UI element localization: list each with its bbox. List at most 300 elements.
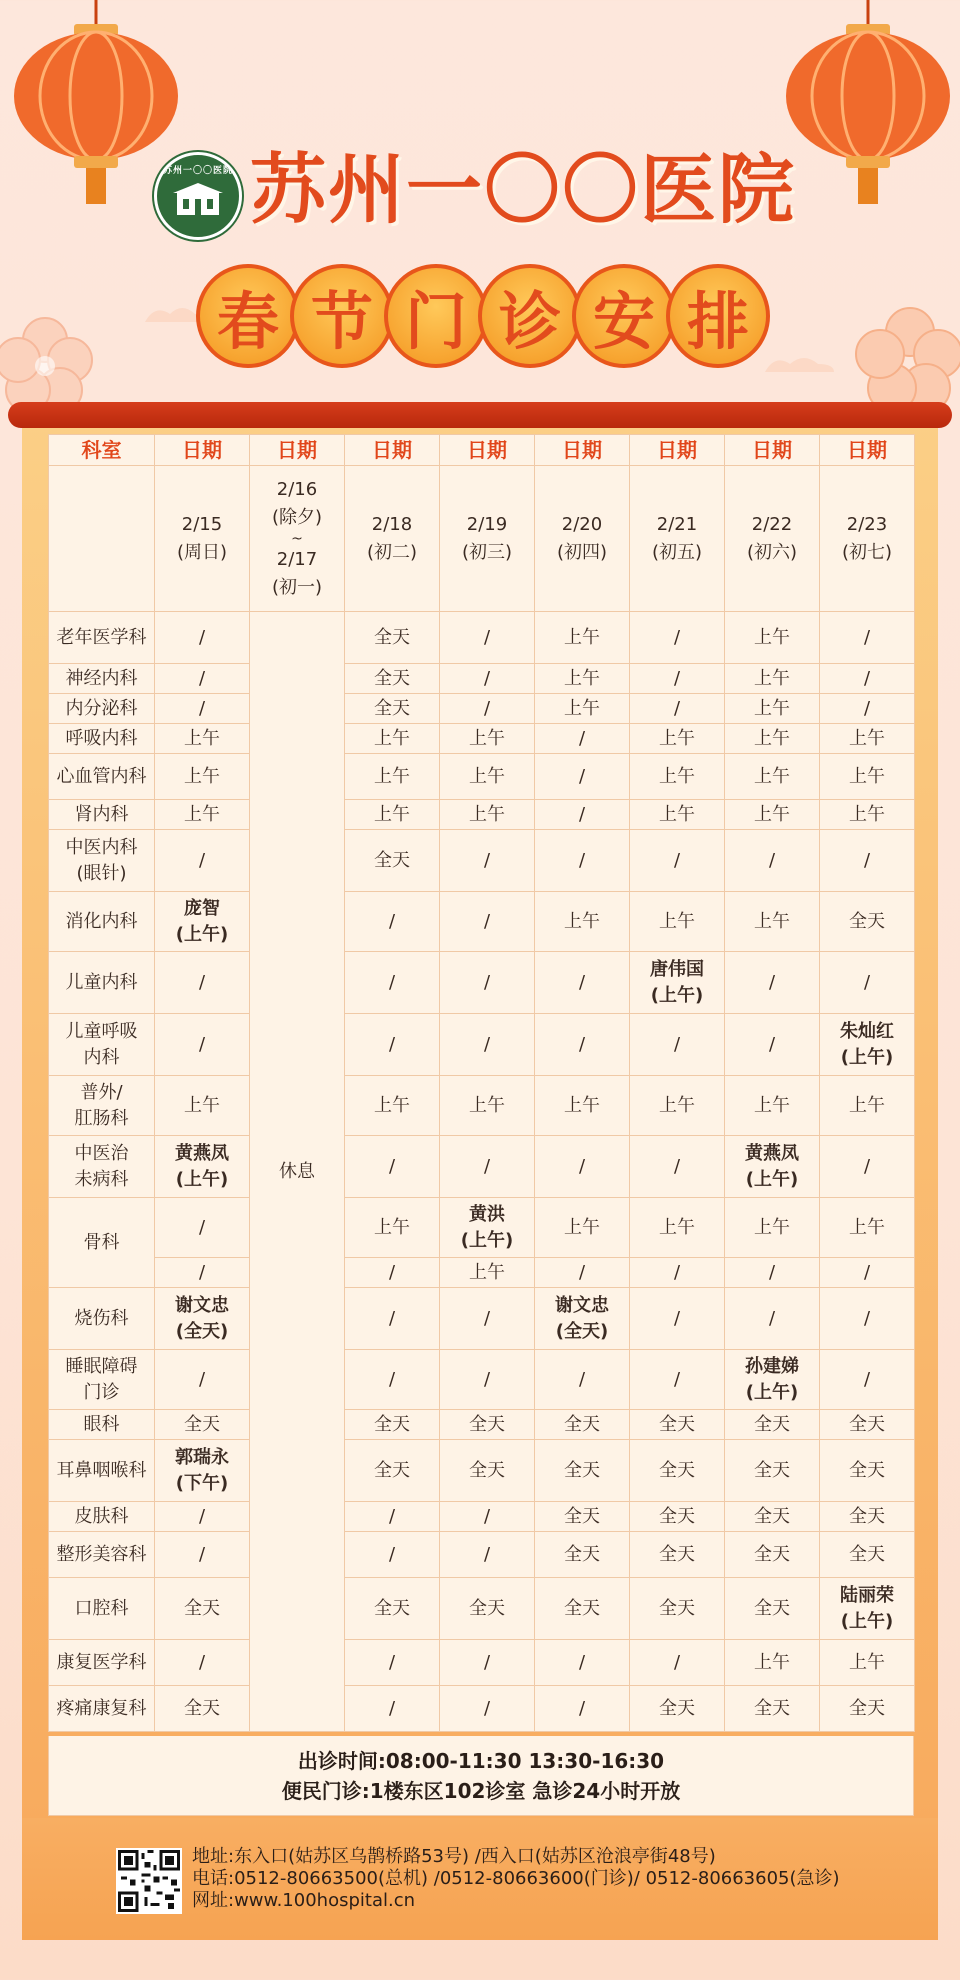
schedule-cell: 全天 [345,694,440,724]
schedule-cell: 上午 [820,754,915,800]
schedule-cell: / [820,1350,915,1410]
footer-website[interactable]: 网址:www.100hospital.cn [192,1890,415,1911]
schedule-cell: / [535,1350,630,1410]
dept-cell [49,1350,155,1410]
schedule-cell: / [820,1288,915,1350]
schedule-cell: / [440,1686,535,1732]
schedule-cell: / [725,1258,820,1288]
schedule-cell: 全天 [630,1410,725,1440]
schedule-cell: 上午 [155,724,250,754]
schedule-cell: 全天 [440,1410,535,1440]
schedule-cell: 全天 [820,892,915,952]
dept-name: 普外/ [80,1081,123,1103]
schedule-cell: / [155,1532,250,1578]
doctor-line: (上午) [175,1168,229,1190]
dept-name: 未病科 [74,1168,129,1190]
table-row [49,1198,915,1258]
schedule-cell: 全天 [725,1502,820,1532]
dept-name: 皮肤科 [74,1505,129,1527]
schedule-cell: / [630,694,725,724]
doctor-line: (上午) [460,1229,514,1251]
doctor-line: (全天) [175,1320,229,1342]
schedule-cell [440,1198,535,1258]
schedule-cell: / [440,612,535,664]
schedule-cell: 全天 [440,1440,535,1502]
dept-name: 中医治 [74,1142,129,1164]
date-cell [535,466,630,612]
date-cell [345,466,440,612]
schedule-cell: 上午 [535,664,630,694]
schedule-cell: 上午 [345,800,440,830]
schedule-cell [820,1014,915,1076]
dept-name: 口腔科 [74,1597,129,1619]
header-date: 日期 [820,435,915,466]
schedule-cell: / [155,1640,250,1686]
doctor-line: 唐伟国 [650,958,704,980]
date-line: ~ [291,530,303,547]
schedule-table [48,434,915,1732]
doctor-line: 黄燕凤 [175,1142,229,1164]
doctor-line: (下午) [175,1472,229,1494]
table-row [49,1136,915,1198]
dept-cell [49,1578,155,1640]
schedule-cell: 上午 [820,1076,915,1136]
schedule-cell: / [440,1136,535,1198]
schedule-cell: 上午 [820,1198,915,1258]
table-row [49,1350,915,1410]
schedule-cell: 上午 [535,1076,630,1136]
date-line: (初五) [651,541,703,563]
table-row [49,664,915,694]
schedule-cell: 上午 [155,800,250,830]
schedule-cell: 全天 [345,1578,440,1640]
dept-cell [49,1440,155,1502]
schedule-cell: / [535,1686,630,1732]
date-line: 2/19 [466,513,508,535]
schedule-cell: 上午 [725,664,820,694]
table-row [49,830,915,892]
dept-name: 内科 [83,1046,120,1068]
schedule-cell: 上午 [155,1076,250,1136]
date-cell [250,466,345,612]
schedule-cell: 上午 [725,612,820,664]
schedule-cell: 全天 [630,1578,725,1640]
schedule-cell: / [630,664,725,694]
header-date: 日期 [155,435,250,466]
doctor-line: 陆丽荣 [840,1584,894,1606]
schedule-cell: / [725,830,820,892]
schedule-cell: 全天 [155,1410,250,1440]
hospital-building-icon [173,181,223,221]
dept-cell [49,892,155,952]
header-date: 日期 [440,435,535,466]
header-date: 日期 [250,435,345,466]
schedule-cell: / [345,1014,440,1076]
schedule-cell: / [345,892,440,952]
schedule-cell: / [630,1288,725,1350]
table-row [49,1578,915,1640]
header-date: 日期 [345,435,440,466]
dept-name: 儿童内科 [65,971,138,993]
qr-code-icon [116,1848,182,1914]
schedule-cell: 全天 [535,1410,630,1440]
date-line: 2/21 [656,513,698,535]
dept-name: 儿童呼吸 [65,1020,138,1042]
schedule-cell: / [725,1288,820,1350]
schedule-cell: 全天 [725,1578,820,1640]
schedule-cell: 全天 [725,1686,820,1732]
doctor-line: (上午) [175,923,229,945]
doctor-line: (上午) [745,1168,799,1190]
table-row [49,1076,915,1136]
schedule-cell [725,1136,820,1198]
dept-name: 骨科 [83,1231,120,1253]
dept-name: 消化内科 [65,910,138,932]
schedule-cell: 全天 [155,1686,250,1732]
date-line: 2/20 [561,513,603,535]
schedule-cell: 上午 [440,1258,535,1288]
subtitle-char: 节 [290,264,394,368]
schedule-cell: 上午 [440,800,535,830]
schedule-cell: / [820,1136,915,1198]
schedule-cell: 全天 [345,664,440,694]
schedule-cell: 全天 [630,1440,725,1502]
dept-name: 眼科 [83,1413,120,1435]
schedule-cell: / [820,612,915,664]
schedule-cell: 上午 [725,754,820,800]
subtitle-char: 门 [384,264,488,368]
schedule-cell: / [535,830,630,892]
schedule-cell: / [155,612,250,664]
doctor-line: 朱灿红 [840,1020,894,1042]
dept-name: 疼痛康复科 [56,1697,147,1719]
date-line: (初一) [271,576,323,598]
schedule-cell: / [155,694,250,724]
dept-name: 心血管内科 [56,765,147,787]
header-date: 日期 [535,435,630,466]
subtitle-char: 安 [572,264,676,368]
doctor-line: (全天) [555,1320,609,1342]
dept-name: 中医内科 [65,836,138,858]
doctor-line: 黄洪 [469,1203,505,1225]
schedule-cell: / [155,830,250,892]
doctor-line: (上午) [840,1610,894,1632]
schedule-cell [535,1288,630,1350]
schedule-cell: / [440,952,535,1014]
date-line: (初六) [746,541,798,563]
footer-phone: 电话:0512-80663500(总机) /0512-80663600(门诊)/ 0512-80663605(急诊) [192,1868,840,1889]
schedule-cell: / [725,952,820,1014]
schedule-cell: 上午 [725,694,820,724]
table-row [49,1014,915,1076]
table-row [49,1288,915,1350]
date-line: (周日) [176,541,228,563]
schedule-cell: 上午 [535,1198,630,1258]
schedule-cell: 上午 [440,754,535,800]
schedule-cell: 上午 [725,800,820,830]
schedule-cell: 全天 [630,1502,725,1532]
date-cell [630,466,725,612]
table-row [49,952,915,1014]
doctor-line: (上午) [745,1381,799,1403]
schedule-cell: 全天 [440,1578,535,1640]
schedule-cell: 全天 [535,1578,630,1640]
table-row [49,754,915,800]
date-line: (初三) [461,541,513,563]
schedule-cell: 上午 [630,892,725,952]
schedule-cell: / [345,952,440,1014]
schedule-cell: 全天 [630,1532,725,1578]
schedule-cell: / [630,1014,725,1076]
footer-contact [192,1846,840,1912]
schedule-cell: 上午 [630,754,725,800]
date-cell [440,466,535,612]
schedule-cell: / [535,1136,630,1198]
schedule-cell: 全天 [820,1502,915,1532]
schedule-cell [155,1136,250,1198]
dept-name: 内分泌科 [65,697,138,719]
schedule-cell: / [440,1532,535,1578]
schedule-cell: 上午 [725,1640,820,1686]
schedule-cell: / [440,892,535,952]
date-line: 2/15 [181,513,223,535]
logo-text: 苏州一〇〇医院 [162,166,233,176]
schedule-cell: 全天 [155,1578,250,1640]
schedule-cell: 上午 [535,694,630,724]
schedule-cell: / [440,694,535,724]
schedule-cell: 上午 [440,724,535,754]
schedule-cell: / [535,800,630,830]
table-header-row [49,435,915,466]
hospital-title: 苏州一〇〇医院 [250,145,796,234]
table-row [49,1686,915,1732]
schedule-cell: 全天 [820,1532,915,1578]
table-row [49,800,915,830]
dept-name: 康复医学科 [56,1651,147,1673]
schedule-cell: / [725,1014,820,1076]
dept-cell [49,1288,155,1350]
dept-name: 耳鼻咽喉科 [56,1459,147,1481]
schedule-cell: 上午 [535,612,630,664]
schedule-cell: 上午 [820,1640,915,1686]
dept-name: 老年医学科 [56,626,147,648]
schedule-cell: / [345,1288,440,1350]
dept-cell [49,612,155,664]
dept-cell [49,1686,155,1732]
schedule-cell: / [345,1350,440,1410]
schedule-cell: / [155,1350,250,1410]
dept-cell [49,754,155,800]
schedule-cell: 上午 [725,724,820,754]
schedule-cell: / [535,724,630,754]
header-date: 日期 [630,435,725,466]
table-row [49,1502,915,1532]
doctor-line: 郭瑞永 [175,1446,229,1468]
schedule-cell: 全天 [630,1686,725,1732]
schedule-cell: 上午 [725,1076,820,1136]
schedule-cell: 上午 [345,1076,440,1136]
dept-cell [49,1502,155,1532]
schedule-cell [725,1350,820,1410]
dept-cell [49,1198,155,1288]
dept-name: 整形美容科 [56,1543,147,1565]
schedule-table-wrap [48,434,914,1732]
schedule-cell: 全天 [345,1440,440,1502]
clinic-hours: 出诊时间:08:00-11:30 13:30-16:30 [297,1749,665,1773]
schedule-cell: / [345,1640,440,1686]
schedule-cell: 全天 [535,1502,630,1532]
schedule-cell: / [630,1258,725,1288]
date-line: (除夕) [271,506,323,528]
dept-name: 烧伤科 [74,1307,129,1329]
schedule-cell: / [345,1258,440,1288]
dept-cell [49,1136,155,1198]
schedule-cell: 上午 [725,892,820,952]
schedule-cell: / [630,1640,725,1686]
table-row [49,1440,915,1502]
schedule-cell [155,1288,250,1350]
table-row [49,612,915,664]
schedule-cell: / [440,1640,535,1686]
doctor-line: 庞智 [184,897,220,919]
dept-name: (眼针) [76,862,127,884]
schedule-cell: / [820,952,915,1014]
schedule-cell [155,892,250,952]
subtitle-char: 春 [196,264,300,368]
schedule-cell: / [535,1258,630,1288]
table-row [49,1410,915,1440]
scroll-rod [8,402,952,428]
header-dept: 科室 [49,435,155,466]
dept-name: 肾内科 [74,803,129,825]
schedule-cell: / [820,664,915,694]
schedule-cell: 上午 [630,724,725,754]
schedule-cell: 上午 [155,754,250,800]
date-cell [155,466,250,612]
schedule-cell: / [155,1502,250,1532]
schedule-cell: / [440,1502,535,1532]
schedule-cell [630,952,725,1014]
dept-cell [49,694,155,724]
dept-cell [49,1076,155,1136]
schedule-cell: 全天 [725,1532,820,1578]
schedule-cell: 上午 [345,1198,440,1258]
dept-name: 睡眠障碍 [65,1355,138,1377]
schedule-cell: / [535,952,630,1014]
notes-box [48,1736,914,1816]
schedule-cell: 上午 [820,724,915,754]
schedule-cell: 上午 [725,1198,820,1258]
schedule-cell: / [440,664,535,694]
doctor-line: (上午) [650,984,704,1006]
dept-cell [49,724,155,754]
schedule-cell: / [345,1136,440,1198]
schedule-cell: 上午 [630,1198,725,1258]
schedule-cell: 上午 [345,724,440,754]
dept-cell [49,1410,155,1440]
schedule-cell: / [345,1502,440,1532]
table-row [49,892,915,952]
schedule-cell: / [820,830,915,892]
date-line: 2/18 [371,513,413,535]
schedule-cell: / [155,952,250,1014]
date-line: (初七) [841,541,893,563]
schedule-cell: 全天 [820,1410,915,1440]
holiday-rest-cell: 休息 [250,612,345,1732]
footer-address: 地址:东入口(姑苏区乌鹊桥路53号) /西入口(姑苏区沧浪亭街48号) [192,1846,716,1867]
schedule-cell: 上午 [535,892,630,952]
dept-cell [49,1640,155,1686]
schedule-cell: / [535,1640,630,1686]
schedule-cell [155,1440,250,1502]
schedule-cell: / [535,1014,630,1076]
doctor-line: (上午) [840,1046,894,1068]
date-line: 2/22 [751,513,793,535]
date-line: (初二) [366,541,418,563]
table-row [49,724,915,754]
schedule-cell: / [345,1532,440,1578]
date-cell [820,466,915,612]
schedule-cell: / [155,1258,250,1288]
cloud-right-icon [760,350,840,380]
table-row [49,1258,915,1288]
table-row [49,1640,915,1686]
hospital-logo [154,152,242,240]
date-cell [725,466,820,612]
schedule-cell: 上午 [345,754,440,800]
dept-name: 肛肠科 [74,1107,129,1129]
schedule-cell: 全天 [725,1440,820,1502]
convenience-clinic: 便民门诊:1楼东区102诊室 急诊24小时开放 [281,1779,681,1803]
schedule-cell: 全天 [820,1440,915,1502]
schedule-cell: / [820,694,915,724]
dept-name: 呼吸内科 [65,727,138,749]
doctor-line: 谢文忠 [175,1294,229,1316]
date-line: 2/16 [276,478,318,500]
schedule-cell: 全天 [345,612,440,664]
schedule-cell: 全天 [345,1410,440,1440]
schedule-cell: 上午 [630,1076,725,1136]
schedule-cell: / [440,1288,535,1350]
schedule-cell [820,1578,915,1640]
dept-cell [49,1532,155,1578]
schedule-cell: / [820,1258,915,1288]
schedule-cell: 全天 [345,830,440,892]
schedule-cell: 全天 [535,1440,630,1502]
date-line: 2/23 [846,513,888,535]
subtitle-char: 诊 [478,264,582,368]
doctor-line: 谢文忠 [555,1294,609,1316]
schedule-cell: / [155,664,250,694]
dept-name: 门诊 [83,1381,120,1403]
schedule-cell: / [630,1136,725,1198]
schedule-cell: / [440,830,535,892]
dept-name: 神经内科 [65,667,138,689]
schedule-cell: / [535,754,630,800]
date-line: 2/17 [276,548,318,570]
schedule-cell: 上午 [820,800,915,830]
schedule-cell: 全天 [725,1410,820,1440]
schedule-cell: 全天 [535,1532,630,1578]
schedule-cell: / [155,1014,250,1076]
date-line: (初四) [556,541,608,563]
schedule-cell: / [630,830,725,892]
date-row [49,466,915,612]
dept-cell [49,664,155,694]
dept-cell [49,952,155,1014]
subtitle-char: 排 [666,264,770,368]
table-row [49,1532,915,1578]
